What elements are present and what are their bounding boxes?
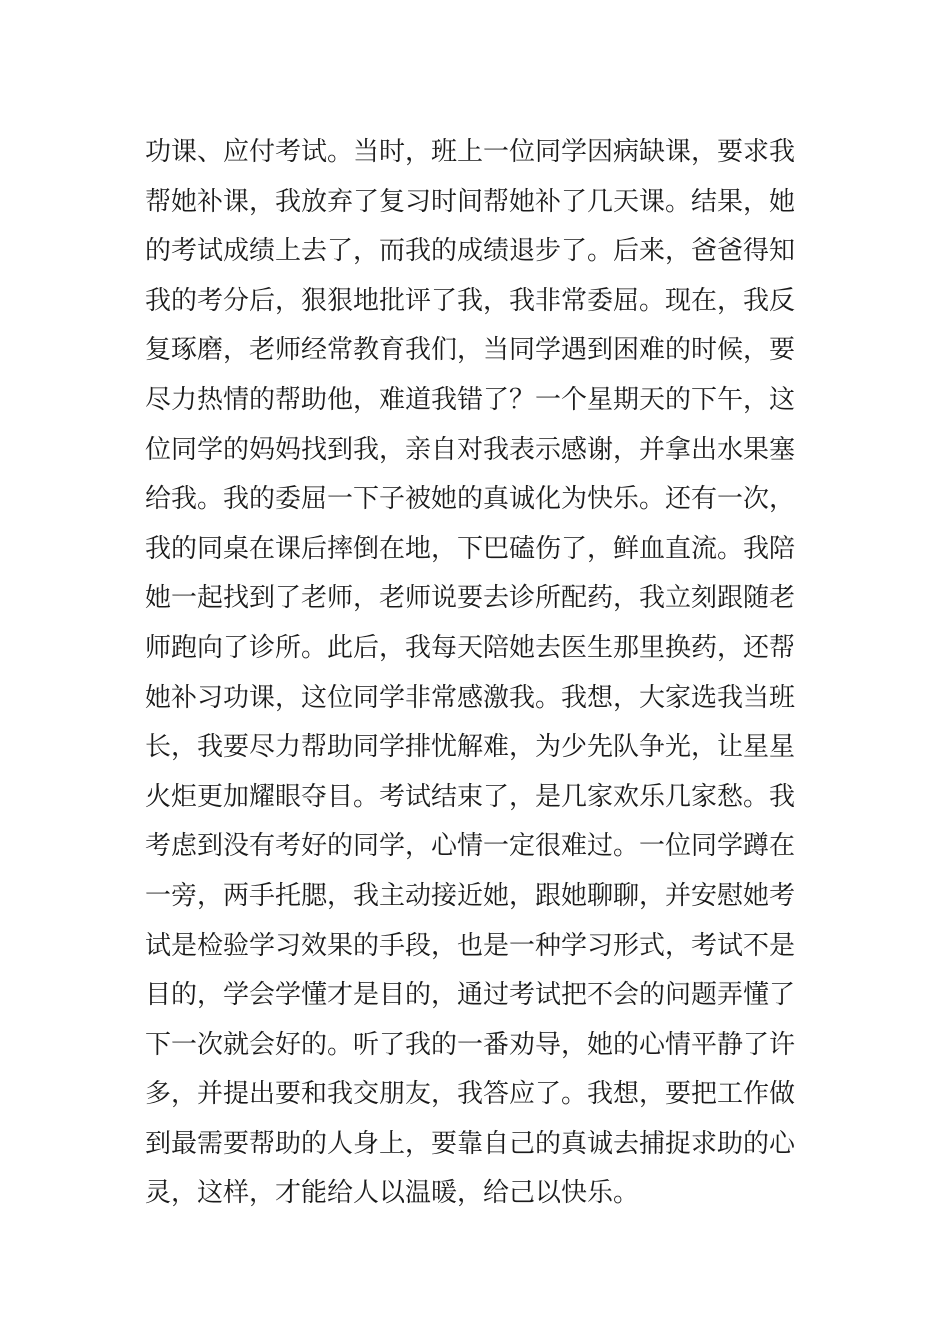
text-line-10: 她一起找到了老师，老师说要去诊所配药，我立刻跟随老 xyxy=(145,583,796,614)
text-line-14: 火炬更加耀眼夺目。考试结束了，是几家欢乐几家愁。我 xyxy=(145,781,796,812)
text-line-17: 试是检验学习效果的手段，也是一种学习形式，考试不是 xyxy=(145,930,796,961)
text-line-1: 功课、应付考试。当时，班上一位同学因病缺课，要求我 xyxy=(145,137,796,167)
text-line-3: 的考试成绩上去了，而我的成绩退步了。后来，爸爸得知 xyxy=(145,236,796,267)
text-line-18: 目的，学会学懂才是目的，通过考试把不会的问题弄懂了 xyxy=(145,980,796,1011)
text-line-12: 她补习功课，这位同学非常感激我。我想，大家选我当班 xyxy=(145,682,796,713)
text-line-6: 尽力热情的帮助他，难道我错了？一个星期天的下午，这 xyxy=(145,384,796,415)
text-line-7: 位同学的妈妈找到我，亲自对我表示感谢，并拿出水果塞 xyxy=(145,434,796,465)
text-line-20: 多，并提出要和我交朋友，我答应了。我想，要把工作做 xyxy=(145,1079,796,1110)
body-text xyxy=(145,128,825,1219)
text-line-15: 考虑到没有考好的同学，心情一定很难过。一位同学蹲在 xyxy=(145,831,796,862)
text-line-21: 到最需要帮助的人身上，要靠自己的真诚去捕捉求助的心 xyxy=(145,1128,796,1159)
text-line-2: 帮她补课，我放弃了复习时间帮她补了几天课。结果，她 xyxy=(145,186,796,217)
text-line-5: 复琢磨，老师经常教育我们，当同学遇到困难的时候，要 xyxy=(145,335,796,366)
text-line-22: 灵，这样，才能给人以温暖，给己以快乐。 xyxy=(145,1178,640,1209)
text-line-9: 我的同桌在课后摔倒在地，下巴磕伤了，鲜血直流。我陪 xyxy=(145,533,796,564)
text-line-13: 长，我要尽力帮助同学排忧解难，为少先队争光，让星星 xyxy=(145,732,796,763)
text-line-16: 一旁，两手托腮，我主动接近她，跟她聊聊，并安慰她考 xyxy=(145,880,796,911)
text-line-11: 师跑向了诊所。此后，我每天陪她去医生那里换药，还帮 xyxy=(145,632,796,663)
text-line-4: 我的考分后，狠狠地批评了我，我非常委屈。现在，我反 xyxy=(145,285,796,316)
text-line-19: 下一次就会好的。听了我的一番劝导，她的心情平静了许 xyxy=(145,1029,796,1060)
text-line-8: 给我。我的委屈一下子被她的真诚化为快乐。还有一次， xyxy=(145,484,796,515)
